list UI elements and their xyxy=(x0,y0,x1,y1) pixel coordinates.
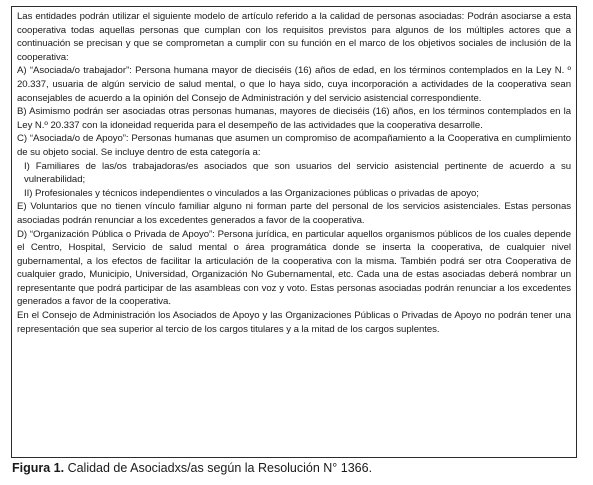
paragraph-e: E) Voluntarios que no tienen vínculo familiar alguno ni forman parte del personal de los servicios asistenciales. Estas personas asociadas podrán renunciar a los excedentes generados a favor de la cooperativa. xyxy=(17,201,571,226)
paragraph-c-ii: II) Profesionales y técnicos independientes o vinculados a las Organizaciones públicas o privadas de apoyo; xyxy=(24,187,479,199)
figure-text-box xyxy=(11,6,577,458)
figure-caption-text: Calidad de Asociadxs/as según la Resolución N° 1366. xyxy=(64,461,373,475)
paragraph-c: C) “Asociada/o de Apoyo”: Personas humanas que asumen un compromiso de acompañamiento a la Cooperativa en cumplimiento de su objeto social. Se incluye dentro de esta categoría a: xyxy=(17,133,571,158)
figure-caption xyxy=(12,460,372,476)
paragraph-consejo: En el Consejo de Administración los Asociados de Apoyo y las Organizaciones Públicas o Privadas de Apoyo no podrán tener una representación que sea superior al tercio de los cargos titulares y a la mitad de los cargos suplentes. xyxy=(17,310,571,335)
paragraph-b: B) Asimismo podrán ser asociadas otras personas humanas, mayores de dieciséis (16) años, en los términos contemplados en la Ley N.º 20.337 con la idoneidad requerida para el desempeño de las actividades que la cooperativa desarrolle. xyxy=(17,106,571,131)
paragraph-intro: Las entidades podrán utilizar el siguiente modelo de artículo referido a la calidad de personas asociadas: Podrán asociarse a esta cooperativa todas aquellas personas que cumplan con los requisitos previstos para algunos de los múltiples actores que a continuación se precisan y que se comprometan a cumplir con su función en el marco de los objetivos sociales de inclusión de la cooperativa: xyxy=(17,11,571,63)
paragraph-c-i: I) Familiares de las/os trabajadoras/es asociados que son usuarios del servicio asistencial pertinente de acuerdo a su vulnerabilidad; xyxy=(24,160,571,186)
paragraph-d: D) “Organización Pública o Privada de Apoyo”: Persona jurídica, en particular aquellos organismos públicos de los cuales depende el Centro, Hospital, Servicio de salud mental o área programática donde se inserta la cooperativa, de cualquier nivel gubernamental, a los efectos de facilitar la articulación de la cooperativa con la misma. También podrá ser otra Cooperativa de cualquier grado, Municipio, Universidad, Organización No Gubernamental, etc. Cada una de estas asociadas deberá nombrar un representante que podrá participar de las asambleas con voz y voto. Estas personas asociadas podrán renunciar a los excedentes generados a favor de la cooperativa. xyxy=(17,228,571,308)
paragraph-a: A) “Asociada/o trabajador”: Persona humana mayor de dieciséis (16) años de edad, en los términos contemplados en la Ley N. º 20.337, usuaria de algún servicio de salud mental, o que lo haya sido, cuya incorporación a actividades de la cooperativa sean aconsejables de acuerdo a la opinión del Consejo de Administración y del servicio asistencial correspondiente. xyxy=(17,65,571,104)
figure-caption-label: Figura 1. xyxy=(12,461,65,475)
